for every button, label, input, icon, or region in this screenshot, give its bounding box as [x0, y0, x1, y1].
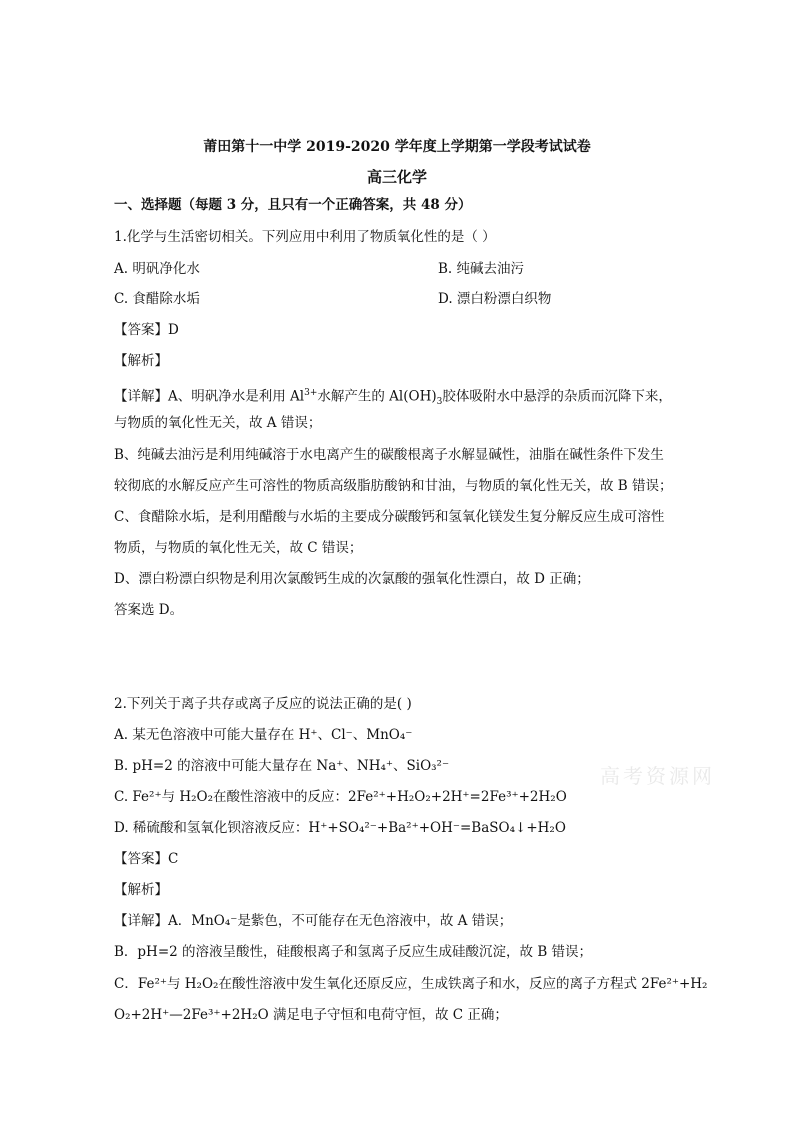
q1-detail-line-2: 与物质的氧化性无关，故 A 错误； [114, 415, 322, 431]
q2-stem: 2.下列关于离子共存或离子反应的说法正确的是( ) [114, 696, 412, 712]
q1-detail-1-sup: 3+ [304, 388, 318, 398]
q1-option-a: A. 明矾净化水 [114, 261, 200, 277]
q2-option-d: D. 稀硫酸和氢氧化钡溶液反应：H⁺+SO₄²⁻+Ba²⁺+OH⁻=BaSO₄↓+H₂O [114, 820, 566, 836]
q1-detail-line-5: C、食醋除水垢，是利用醋酸与水垢的主要成分碳酸钙和氢氧化镁发生复分解反应生成可溶性 [114, 509, 665, 525]
q2-detail-line-2: B．pH=2 的溶液呈酸性，硅酸根离子和氢离子反应生成硅酸沉淀，故 B 错误； [114, 944, 593, 960]
q2-option-a: A. 某无色溶液中可能大量存在 H⁺、Cl⁻、MnO₄⁻ [114, 727, 413, 743]
q1-analysis-label: 【解析】 [114, 353, 168, 369]
q1-detail-line-4: 较彻底的水解反应产生可溶性的物质高级脂肪酸钠和甘油，与物质的氧化性无关，故 B 错误； [114, 478, 673, 494]
document-subtitle: 高三化学 [366, 168, 427, 186]
q1-detail-1-sub: 3 [436, 397, 443, 408]
q1-option-b: B. 纯碱去油污 [438, 261, 525, 277]
q2-detail-line-4: O₂+2H⁺—2Fe³⁺+2H₂O 满足电子守恒和电荷守恒，故 C 正确； [114, 1007, 508, 1023]
q2-option-c: C. Fe²⁺与 H₂O₂在酸性溶液中的反应：2Fe²⁺+H₂O₂+2H⁺=2Fe³⁺+2H₂O [114, 789, 567, 805]
q1-detail-1b: 水解产生的 Al(OH) [317, 388, 437, 405]
q1-answer: 【答案】D [114, 322, 179, 338]
q2-answer: 【答案】C [114, 851, 179, 867]
q2-option-b: B. pH=2 的溶液中可能大量存在 Na⁺、NH₄⁺、SiO₃²⁻ [114, 758, 450, 774]
watermark: 高考资源网 [600, 764, 715, 788]
q1-detail-line-6: 物质，与物质的氧化性无关，故 C 错误； [114, 540, 363, 556]
q1-stem: 1.化学与生活密切相关。下列应用中利用了物质氧化性的是（ ） [114, 229, 496, 245]
q1-detail-line-7: D、漂白粉漂白织物是利用次氯酸钙生成的次氯酸的强氧化性漂白，故 D 正确； [114, 571, 590, 587]
section-heading: 一、选择题（每题 3 分，且只有一个正确答案，共 48 分） [114, 197, 472, 213]
q1-detail-1c: 胶体吸附水中悬浮的杂质而沉降下来， [442, 388, 672, 405]
q2-detail-line-1: 【详解】A．MnO₄⁻是紫色，不可能存在无色溶液中，故 A 错误； [114, 913, 513, 929]
q1-option-d: D. 漂白粉漂白织物 [438, 291, 552, 307]
q2-analysis-label: 【解析】 [114, 882, 168, 898]
q1-detail-line-3: B、纯碱去油污是利用纯碱溶于水电离产生的碳酸根离子水解显碱性，油脂在碱性条件下发生 [114, 447, 664, 463]
document-title: 莆田第十一中学 2019-2020 学年度上学期第一学段考试试卷 [203, 139, 591, 155]
q1-detail-line-8: 答案选 D。 [114, 602, 184, 618]
q1-option-c: C. 食醋除水垢 [114, 291, 200, 307]
q1-detail-line-1 [114, 384, 672, 411]
q1-detail-1a: 【详解】A、明矾净水是利用 Al [114, 388, 305, 405]
q2-detail-line-3: C．Fe²⁺与 H₂O₂在酸性溶液中发生氧化还原反应，生成铁离子和水，反应的离子方程式 2Fe²⁺+H₂ [114, 976, 708, 992]
